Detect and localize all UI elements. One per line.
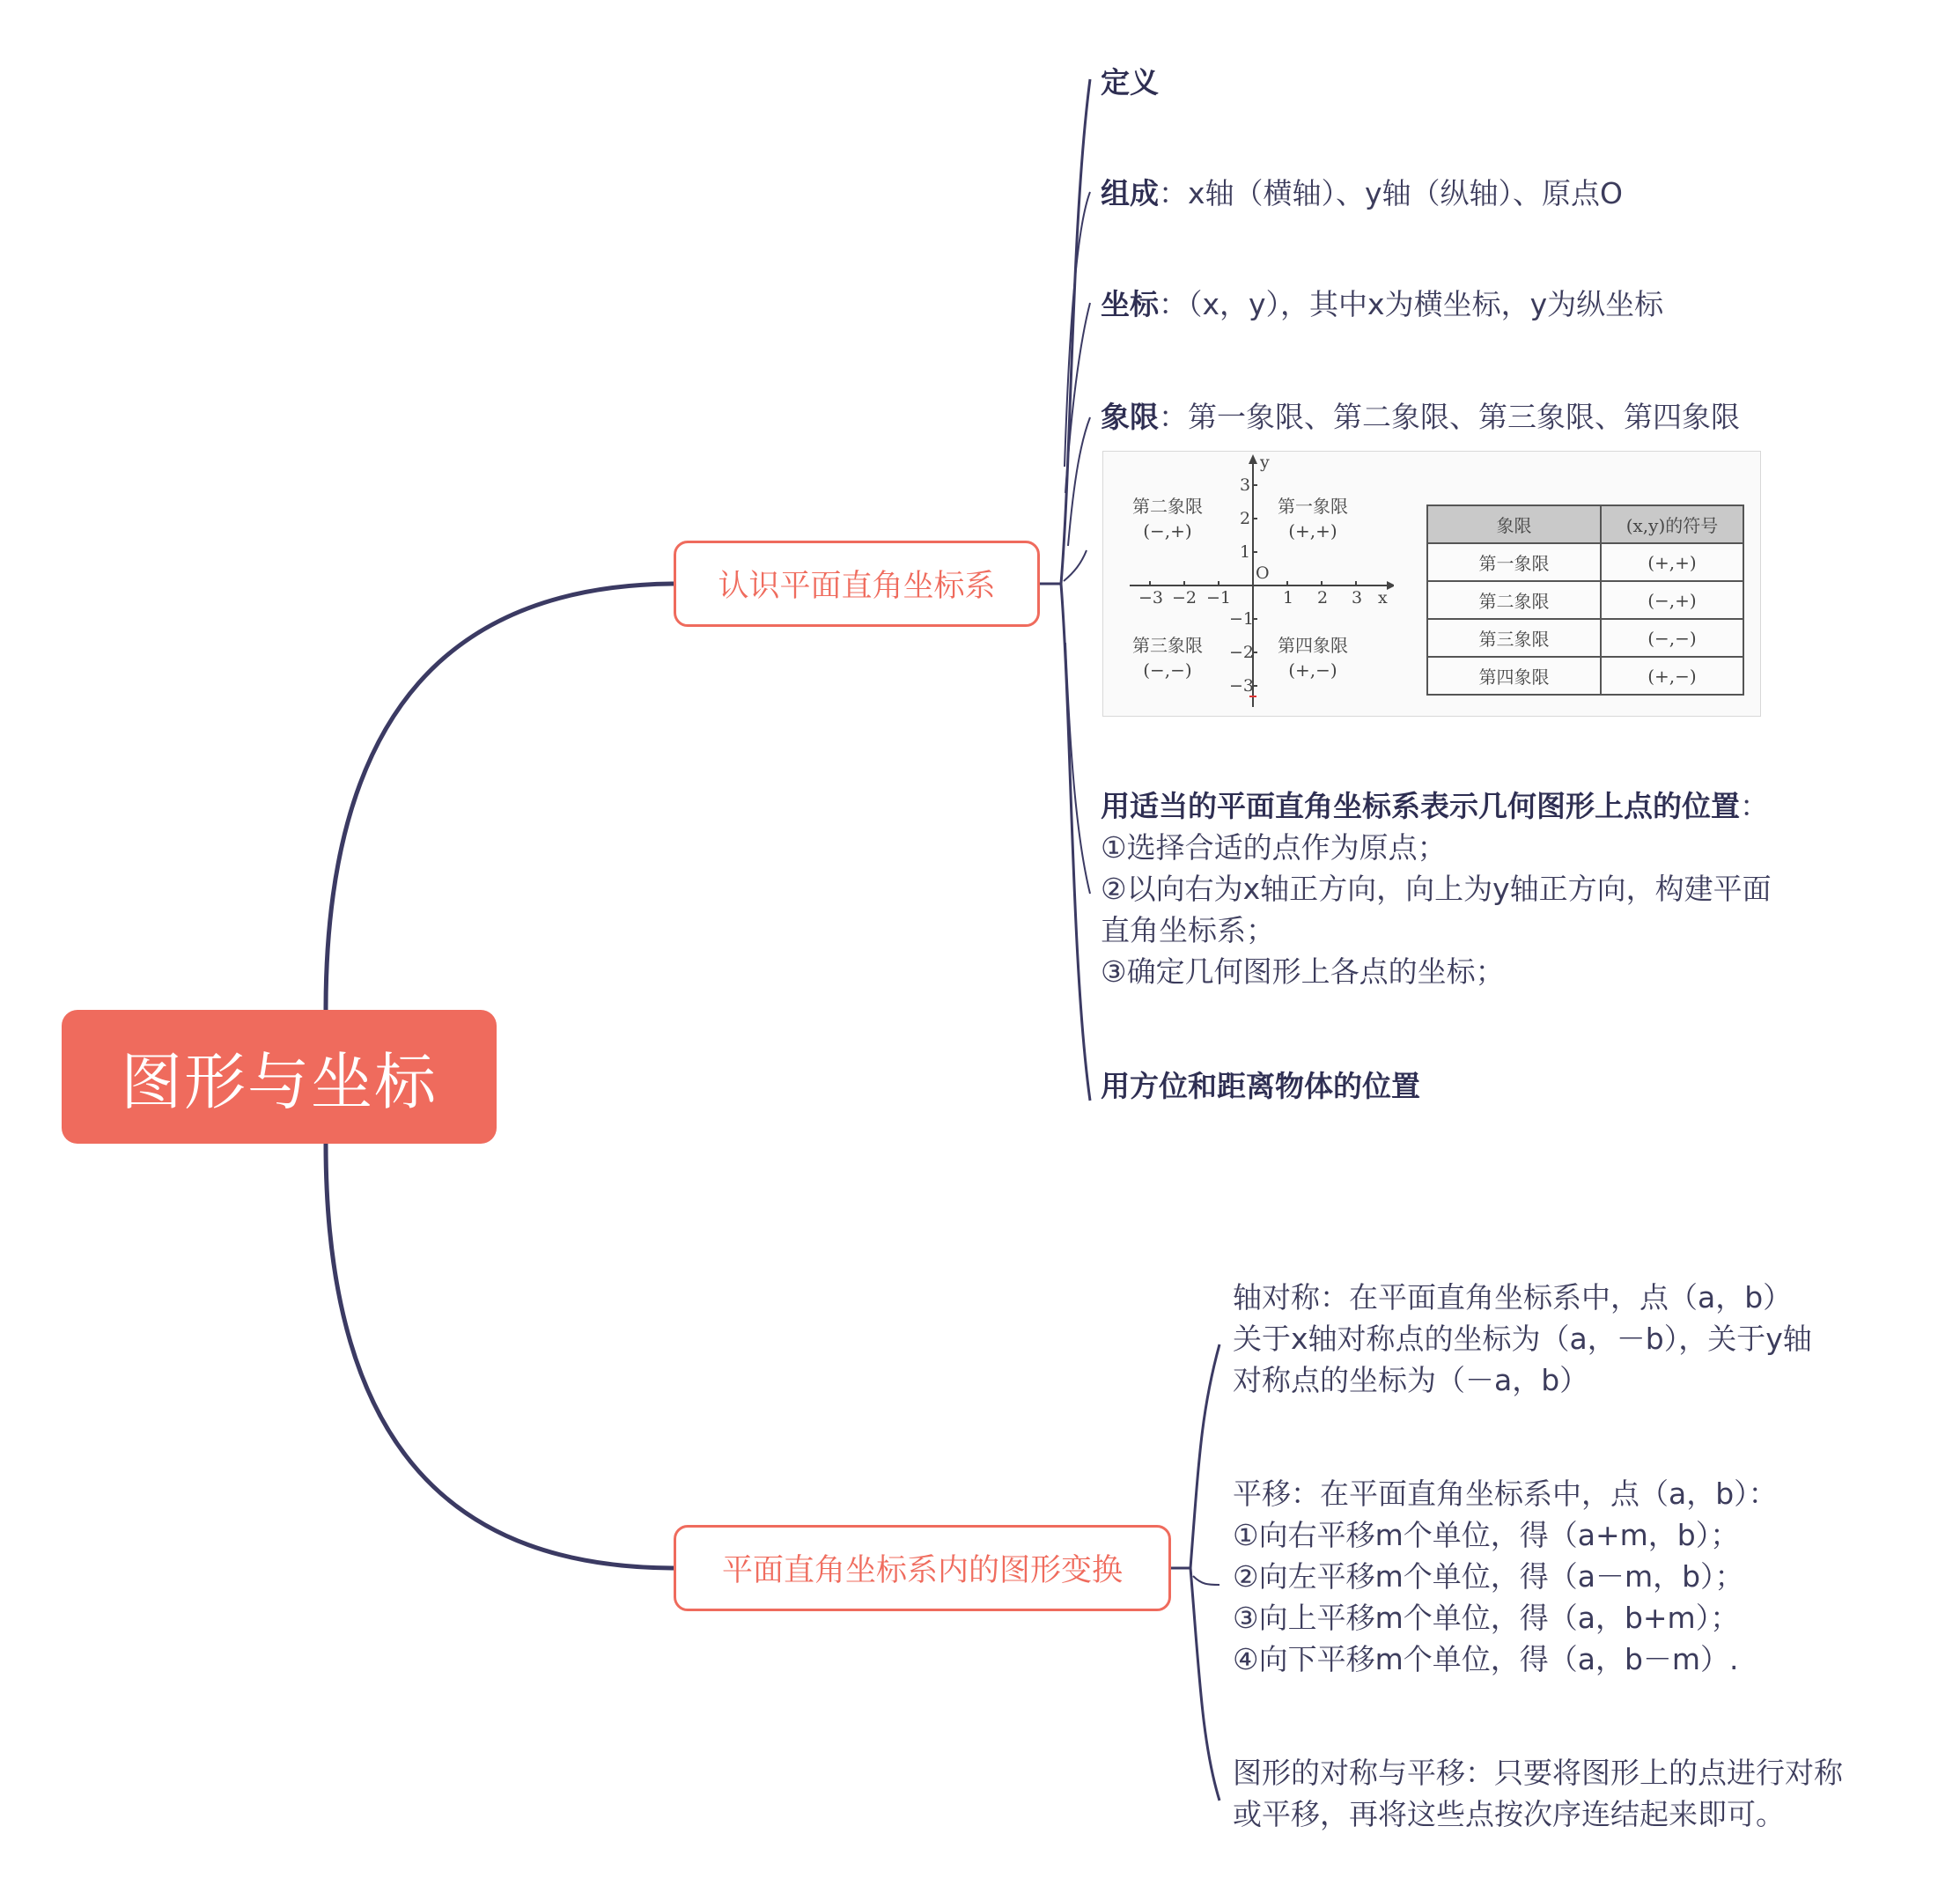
leaf-method-line: 直角坐标系； bbox=[1101, 913, 1275, 947]
branch-coordinate-system-label: 认识平面直角坐标系 bbox=[718, 569, 996, 604]
leaf-axis-symmetry-line: 对称点的坐标为（－a，b） bbox=[1233, 1363, 1589, 1397]
leaf-quadrant-text: ：第一象限、第二象限、第三象限、第四象限 bbox=[1159, 400, 1740, 434]
leaf-translation[interactable] bbox=[1233, 1473, 1778, 1680]
quadrant-2-label bbox=[1119, 494, 1216, 543]
table-row bbox=[1427, 619, 1743, 657]
x-tick-label: −1 bbox=[1206, 588, 1232, 608]
quadrant-1-name: 第一象限 bbox=[1278, 496, 1348, 517]
y-tick-label: 2 bbox=[1240, 509, 1251, 528]
table-row bbox=[1427, 581, 1743, 619]
table-cell: (−,+) bbox=[1601, 581, 1743, 619]
table-header: (x,y)的符号 bbox=[1601, 505, 1743, 543]
leaf-coordinate-text: ：（x，y），其中x为横坐标，y为纵坐标 bbox=[1159, 287, 1664, 321]
leaf-composition[interactable] bbox=[1101, 173, 1623, 214]
quadrant-figure bbox=[1102, 451, 1761, 717]
axis-x-label: x bbox=[1378, 588, 1388, 608]
root-topic-label: 图形与坐标 bbox=[121, 1045, 438, 1118]
x-tick-label: 2 bbox=[1317, 588, 1329, 608]
y-tick-label: 3 bbox=[1240, 475, 1251, 495]
quadrant-4-label bbox=[1264, 633, 1361, 682]
leaf-composition-label: 组成 bbox=[1101, 176, 1159, 210]
leaf-method-line: ②以向右为x轴正方向，向上为y轴正方向，构建平面 bbox=[1101, 872, 1772, 906]
quadrant-2-name: 第二象限 bbox=[1132, 496, 1203, 517]
leaf-figure-transform-line: 图形的对称与平移：只要将图形上的点进行对称 bbox=[1233, 1756, 1843, 1790]
leaf-axis-symmetry-line: 轴对称：在平面直角坐标系中，点（a，b） bbox=[1233, 1280, 1793, 1315]
leaf-method-label: 用适当的平面直角坐标系表示几何图形上点的位置 bbox=[1101, 789, 1740, 823]
leaf-quadrant-label: 象限 bbox=[1101, 400, 1159, 434]
table-cell: (+,−) bbox=[1601, 657, 1743, 695]
axis-y-label: y bbox=[1260, 453, 1270, 472]
leaf-direction-label: 用方位和距离物体的位置 bbox=[1101, 1069, 1420, 1103]
leaf-coordinate-label: 坐标 bbox=[1101, 287, 1159, 321]
leaf-method-colon: ： bbox=[1740, 789, 1769, 823]
x-tick-label: 1 bbox=[1283, 588, 1294, 608]
leaf-direction-distance[interactable] bbox=[1101, 1065, 1420, 1107]
quadrant-3-label bbox=[1119, 633, 1216, 682]
quadrant-2-sign: (−,+) bbox=[1143, 520, 1192, 541]
quadrant-3-name: 第三象限 bbox=[1132, 635, 1203, 656]
leaf-definition[interactable] bbox=[1101, 62, 1159, 103]
leaf-translation-line: ④向下平移m个单位，得（a，b－m）. bbox=[1233, 1642, 1739, 1676]
table-row bbox=[1427, 543, 1743, 581]
y-tick-label: 1 bbox=[1240, 542, 1251, 562]
table-header: 象限 bbox=[1427, 505, 1601, 543]
table-row bbox=[1427, 657, 1743, 695]
y-tick-label: −2 bbox=[1229, 643, 1255, 662]
branch-figure-transformation[interactable] bbox=[674, 1525, 1171, 1611]
x-tick-label: −3 bbox=[1138, 588, 1164, 608]
leaf-method-line: ①选择合适的点作为原点； bbox=[1101, 830, 1447, 865]
leaf-definition-label: 定义 bbox=[1101, 65, 1159, 99]
leaf-axis-symmetry-line: 关于x轴对称点的坐标为（a，－b），关于y轴 bbox=[1233, 1322, 1812, 1356]
leaf-figure-transform-line: 或平移，再将这些点按次序连结起来即可。 bbox=[1233, 1797, 1785, 1831]
origin-label: O bbox=[1256, 563, 1270, 583]
root-topic[interactable] bbox=[62, 1010, 497, 1144]
leaf-translation-line: ③向上平移m个单位，得（a，b+m）； bbox=[1233, 1601, 1740, 1635]
table-cell: 第一象限 bbox=[1427, 543, 1601, 581]
branch-coordinate-system[interactable] bbox=[674, 541, 1040, 627]
table-cell: 第四象限 bbox=[1427, 657, 1601, 695]
table-cell: (−,−) bbox=[1601, 619, 1743, 657]
quadrant-sign-table bbox=[1426, 504, 1744, 696]
leaf-axis-symmetry[interactable] bbox=[1233, 1277, 1812, 1401]
table-cell: (+,+) bbox=[1601, 543, 1743, 581]
y-tick-label: −1 bbox=[1229, 609, 1255, 629]
quadrant-4-sign: (+,−) bbox=[1288, 659, 1337, 681]
x-tick-label: 3 bbox=[1352, 588, 1363, 608]
leaf-quadrant[interactable] bbox=[1101, 396, 1740, 438]
quadrant-1-label bbox=[1264, 494, 1361, 543]
leaf-figure-symmetry-translation[interactable] bbox=[1233, 1752, 1843, 1835]
leaf-translation-line: ②向左平移m个单位，得（a－m，b）； bbox=[1233, 1559, 1744, 1594]
leaf-translation-line: 平移：在平面直角坐标系中，点（a，b）： bbox=[1233, 1477, 1778, 1511]
quadrant-4-name: 第四象限 bbox=[1278, 635, 1348, 656]
y-tick-label: −3 bbox=[1229, 676, 1255, 696]
leaf-representation-method[interactable] bbox=[1101, 785, 1772, 992]
branch-figure-transformation-label: 平面直角坐标系内的图形变换 bbox=[721, 1553, 1123, 1588]
leaf-method-title bbox=[1101, 785, 1772, 827]
leaf-method-line: ③确定几何图形上各点的坐标； bbox=[1101, 954, 1505, 989]
x-tick-label: −2 bbox=[1172, 588, 1197, 608]
leaf-coordinate[interactable] bbox=[1101, 284, 1663, 325]
leaf-translation-line: ①向右平移m个单位，得（a+m，b）； bbox=[1233, 1518, 1740, 1552]
table-header-row bbox=[1427, 505, 1743, 543]
table-cell: 第三象限 bbox=[1427, 619, 1601, 657]
leaf-composition-text: ：x轴（横轴）、y轴（纵轴）、原点O bbox=[1159, 176, 1624, 210]
quadrant-3-sign: (−,−) bbox=[1143, 659, 1192, 681]
quadrant-1-sign: (+,+) bbox=[1288, 520, 1337, 541]
table-cell: 第二象限 bbox=[1427, 581, 1601, 619]
